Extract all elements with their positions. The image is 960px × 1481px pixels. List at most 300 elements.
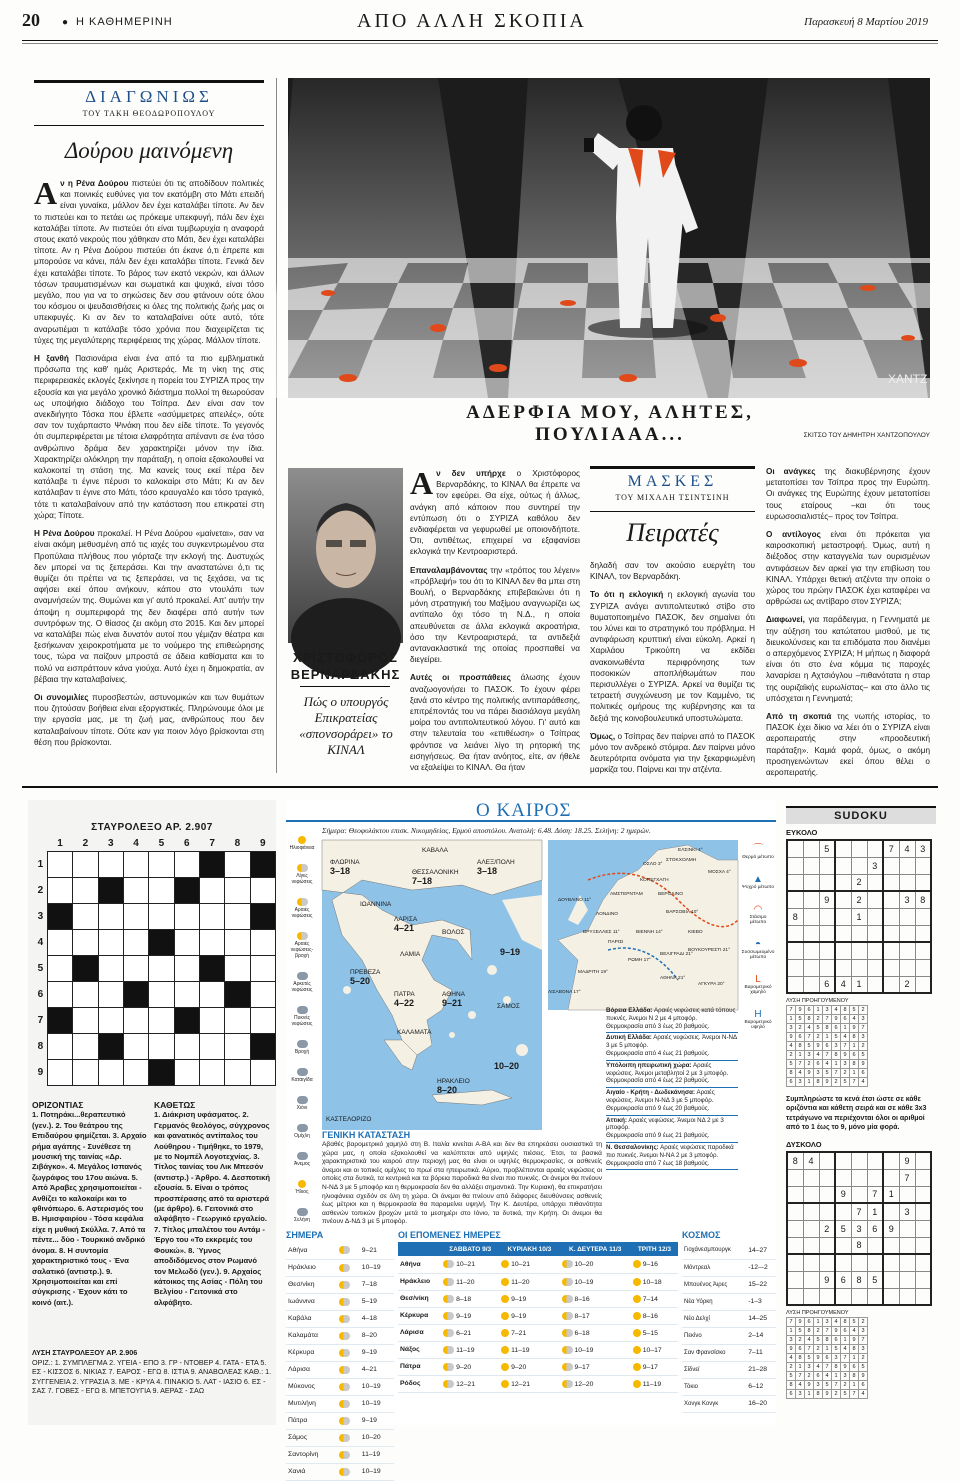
sudoku-cell[interactable] — [835, 874, 851, 891]
sudoku-cell[interactable] — [803, 1271, 819, 1288]
sudoku-cell[interactable]: 9 — [883, 1220, 899, 1237]
lead-in: Όμως, — [590, 731, 616, 741]
sudoku-cell[interactable] — [819, 908, 835, 925]
crossword-cell[interactable] — [149, 981, 174, 1007]
europe-city: ΛΟΝΔΙΝΟ — [596, 912, 619, 917]
sudoku-cell[interactable]: 4 — [803, 1152, 819, 1169]
sudoku-cell[interactable] — [883, 959, 899, 976]
crossword-cell[interactable] — [47, 877, 72, 903]
crossword-cell[interactable] — [250, 955, 275, 981]
sudoku-row — [787, 840, 931, 857]
black-cell — [73, 955, 98, 981]
sudoku-cell[interactable] — [787, 976, 803, 993]
sudoku-cell[interactable] — [819, 1169, 835, 1186]
sudoku-cell[interactable] — [835, 857, 851, 874]
sudoku-cell[interactable] — [883, 1169, 899, 1186]
sudoku-cell[interactable] — [899, 959, 915, 976]
sudoku-cell[interactable] — [803, 874, 819, 891]
sudoku-cell[interactable] — [851, 959, 867, 976]
crossword-cell[interactable] — [98, 929, 123, 955]
crossword-cell[interactable] — [73, 877, 98, 903]
crossword-cell[interactable] — [123, 903, 148, 929]
crossword-cell[interactable] — [73, 903, 98, 929]
sudoku-cell[interactable] — [803, 840, 819, 857]
sudoku-cell[interactable] — [787, 942, 803, 959]
crossword-cell[interactable] — [98, 903, 123, 929]
sudoku-cell[interactable] — [803, 908, 819, 925]
hard-sudoku-grid[interactable] — [786, 1151, 932, 1306]
crossword-cell[interactable] — [199, 981, 224, 1007]
sudoku-cell[interactable] — [851, 1152, 867, 1169]
crossword-cell[interactable] — [123, 955, 148, 981]
crossword-cell[interactable] — [73, 929, 98, 955]
sudoku-cell[interactable] — [819, 1186, 835, 1203]
sudoku-cell[interactable]: 1 — [883, 1186, 899, 1203]
sudoku-cell: 1 — [823, 1345, 832, 1354]
sudoku-cell[interactable] — [867, 976, 883, 993]
forecast-cell — [631, 1358, 678, 1375]
sudoku-cell: 2 — [796, 1024, 805, 1033]
sudoku-cell[interactable] — [787, 925, 803, 942]
europe-city: ΣΤΟΚΧΟΛΜΗ — [666, 858, 697, 863]
crossword-cell[interactable] — [123, 929, 148, 955]
map-city — [400, 950, 420, 959]
sudoku-cell[interactable] — [883, 1254, 899, 1271]
city-cell: Ρόδος — [398, 1375, 441, 1392]
sudoku-cell[interactable]: 3 — [899, 1203, 915, 1220]
europe-city: ΒΟΥΚΟΥΡΕΣΤΙ 21° — [688, 948, 731, 953]
sudoku-cell[interactable] — [803, 1186, 819, 1203]
region-name: Ν. Θεσσαλονίκης: — [606, 1143, 659, 1151]
weather-icon — [297, 972, 308, 980]
sudoku-cell[interactable] — [883, 874, 899, 891]
crossword-cell[interactable] — [149, 1007, 174, 1033]
sudoku-cell[interactable] — [819, 959, 835, 976]
map-city — [326, 1115, 371, 1124]
sudoku-cell[interactable] — [851, 1169, 867, 1186]
crossword-cell[interactable] — [123, 851, 148, 877]
sudoku-cell[interactable]: 7 — [867, 1186, 883, 1203]
table-row — [286, 1412, 394, 1429]
crossword-cell[interactable] — [174, 955, 199, 981]
crossword-cell[interactable] — [47, 929, 72, 955]
sudoku-cell[interactable] — [835, 1254, 851, 1271]
sudoku-cell[interactable] — [787, 959, 803, 976]
sudoku-cell[interactable]: 9 — [819, 891, 835, 908]
sudoku-cell[interactable]: 1 — [867, 1203, 883, 1220]
sudoku-cell: 8 — [787, 1381, 796, 1390]
sudoku-cell[interactable] — [787, 1169, 803, 1186]
black-cell — [47, 903, 72, 929]
sudoku-cell[interactable] — [851, 1186, 867, 1203]
sudoku-cell: 5 — [832, 1033, 841, 1042]
crossword-cell[interactable] — [149, 903, 174, 929]
row-number: 9 — [37, 1066, 44, 1078]
sudoku-cell[interactable] — [883, 1203, 899, 1220]
crossword-cell[interactable] — [225, 851, 250, 877]
sudoku-cell[interactable] — [883, 891, 899, 908]
crossword-cell[interactable] — [199, 903, 224, 929]
sudoku-cell[interactable] — [899, 857, 915, 874]
crossword-cell[interactable] — [225, 877, 250, 903]
sudoku-cell[interactable] — [787, 891, 803, 908]
column-divider — [276, 78, 277, 773]
sudoku-cell[interactable] — [899, 925, 915, 942]
sudoku-cell[interactable] — [787, 874, 803, 891]
crossword-cell[interactable] — [123, 1033, 148, 1059]
crossword-cell[interactable] — [250, 1059, 275, 1085]
temp-range: 12–21 — [456, 1380, 475, 1388]
sudoku-cell[interactable]: 1 — [851, 908, 867, 925]
lead-in: Οι ανάγκες — [766, 467, 816, 476]
crossword-cell[interactable] — [250, 981, 275, 1007]
crossword-cell[interactable] — [199, 929, 224, 955]
crossword-cell[interactable] — [123, 877, 148, 903]
crossword-cell[interactable] — [123, 1007, 148, 1033]
sudoku-cell[interactable] — [867, 1288, 883, 1305]
crossword-cell[interactable] — [199, 1033, 224, 1059]
sudoku-cell[interactable] — [851, 857, 867, 874]
sudoku-cell[interactable] — [867, 840, 883, 857]
forecast-cell — [441, 1341, 499, 1358]
crossword-cell[interactable] — [47, 1033, 72, 1059]
sudoku-cell[interactable] — [867, 1254, 883, 1271]
page-date: Παρασκευή 8 Μαρτίου 2019 — [804, 16, 928, 28]
sudoku-cell[interactable] — [835, 925, 851, 942]
sudoku-cell[interactable] — [915, 959, 931, 976]
sudoku-cell[interactable] — [915, 1152, 931, 1169]
sudoku-cell[interactable] — [915, 1203, 931, 1220]
crossword-cell[interactable] — [250, 877, 275, 903]
sudoku-cell[interactable] — [867, 1169, 883, 1186]
sudoku-cell[interactable]: 3 — [899, 891, 915, 908]
sudoku-cell: 4 — [805, 1336, 814, 1345]
sudoku-cell: 9 — [850, 1024, 859, 1033]
sudoku-cell[interactable] — [835, 942, 851, 959]
sudoku-cell[interactable] — [835, 891, 851, 908]
sudoku-cell[interactable] — [851, 1254, 867, 1271]
sudoku-cell[interactable]: 6 — [867, 1220, 883, 1237]
crossword-solution — [32, 1348, 272, 1396]
previous-solution-label: ΛΥΣΗ ΠΡΟΗΓΟΥΜΕΝΟΥ — [786, 998, 849, 1004]
sudoku-cell[interactable] — [803, 1169, 819, 1186]
sudoku-cell[interactable] — [867, 908, 883, 925]
table-row — [682, 1310, 776, 1327]
partly-cloudy-icon — [339, 1434, 350, 1442]
sudoku-cell[interactable] — [915, 1237, 931, 1254]
crossword-cell[interactable] — [73, 981, 98, 1007]
sudoku-cell[interactable] — [915, 976, 931, 993]
crossword-cell[interactable] — [149, 955, 174, 981]
sudoku-cell[interactable]: 9 — [899, 1152, 915, 1169]
crossword-cell[interactable] — [98, 1007, 123, 1033]
section-title: ΑΠΟ ΑΛΛΗ ΣΚΟΠΙΑ — [357, 10, 587, 32]
sudoku-cell[interactable] — [835, 1169, 851, 1186]
crossword-cell[interactable] — [199, 877, 224, 903]
sudoku-cell[interactable] — [787, 1186, 803, 1203]
sudoku-cell[interactable] — [835, 840, 851, 857]
crossword-cell[interactable] — [47, 1059, 72, 1085]
sudoku-cell[interactable]: 9 — [835, 1186, 851, 1203]
sudoku-cell[interactable] — [867, 1237, 883, 1254]
sudoku-cell[interactable] — [803, 1237, 819, 1254]
sudoku-cell[interactable] — [819, 874, 835, 891]
table-row — [682, 1327, 776, 1344]
sudoku-cell[interactable] — [803, 959, 819, 976]
sudoku-cell[interactable]: 7 — [883, 840, 899, 857]
sudoku-cell: 8 — [841, 1318, 850, 1327]
sudoku-cell[interactable] — [899, 1220, 915, 1237]
sudoku-cell[interactable] — [803, 857, 819, 874]
sudoku-cell[interactable]: 7 — [851, 1203, 867, 1220]
crossword-cell[interactable] — [98, 955, 123, 981]
sudoku-cell[interactable] — [915, 874, 931, 891]
sudoku-cell[interactable] — [835, 908, 851, 925]
temp-range: 9–20 — [511, 1363, 527, 1371]
sudoku-cell[interactable] — [819, 1288, 835, 1305]
sudoku-cell[interactable] — [883, 925, 899, 942]
europe-city: ΒΕΡΟΛΙΝΟ — [658, 892, 683, 897]
sudoku-cell[interactable] — [819, 1152, 835, 1169]
crossword-cell[interactable] — [73, 1033, 98, 1059]
sudoku-cell[interactable] — [899, 1254, 915, 1271]
sudoku-cell[interactable] — [883, 976, 899, 993]
sudoku-cell: 2 — [805, 1372, 814, 1381]
crossword-cell[interactable] — [225, 1059, 250, 1085]
crossword-cell[interactable] — [225, 955, 250, 981]
sudoku-cell[interactable] — [867, 942, 883, 959]
sudoku-cell[interactable] — [915, 857, 931, 874]
sudoku-cell[interactable]: 2 — [851, 891, 867, 908]
crossword-cell[interactable] — [174, 1059, 199, 1085]
sudoku-cell[interactable]: 9 — [819, 1271, 835, 1288]
sudoku-cell[interactable] — [915, 925, 931, 942]
sudoku-cell[interactable] — [819, 1254, 835, 1271]
crossword-cell[interactable] — [199, 1059, 224, 1085]
sudoku-cell[interactable] — [899, 874, 915, 891]
sudoku-cell[interactable] — [803, 942, 819, 959]
sudoku-cell[interactable]: 2 — [851, 874, 867, 891]
sudoku-cell[interactable]: 1 — [851, 976, 867, 993]
sudoku-cell[interactable]: 7 — [899, 1169, 915, 1186]
sudoku-cell[interactable]: 3 — [915, 840, 931, 857]
sudoku-cell: 7 — [805, 1345, 814, 1354]
sudoku-cell[interactable] — [787, 1237, 803, 1254]
sudoku-cell[interactable] — [867, 925, 883, 942]
front-legend-item — [741, 840, 775, 860]
sudoku-cell: 3 — [859, 1015, 868, 1024]
col-number: 5 — [158, 838, 165, 850]
sudoku-cell[interactable]: 2 — [899, 976, 915, 993]
sudoku-cell[interactable] — [883, 857, 899, 874]
crossword-cell[interactable] — [250, 1007, 275, 1033]
sudoku-cell[interactable] — [899, 908, 915, 925]
sudoku-cell[interactable]: 5 — [819, 840, 835, 857]
sudoku-cell: 7 — [841, 1042, 850, 1051]
sudoku-cell[interactable] — [915, 1186, 931, 1203]
sudoku-row — [787, 874, 931, 891]
temp-range: 5–15 — [642, 1329, 658, 1337]
paragraph: είναι ότι πρόκειται για καιροσκοπική μεταστροφή. Όμως, αυτή η διέξοδος στην καταγγελία των ουρισμένων αντιφάσεων δεν αρκεί για την επιβίωση του ΚΙΝΑΛ. Υπάρχει θετική ατζέντα την οποία ο χώρος του πρώην ΠΑΣΟΚ έχει καταφέρει να αρθρώσει ως αντίβαρο στον ΣΥΡΙΖΑ; — [766, 530, 930, 607]
crossword-cell[interactable] — [174, 981, 199, 1007]
crossword-cell[interactable] — [47, 981, 72, 1007]
temp-range: 11–20 — [456, 1278, 475, 1286]
black-cell — [174, 1007, 199, 1033]
sudoku-cell[interactable] — [915, 942, 931, 959]
crossword-cell[interactable] — [149, 1033, 174, 1059]
crossword-cell[interactable] — [149, 877, 174, 903]
crossword-cell[interactable] — [98, 851, 123, 877]
sudoku-cell[interactable] — [883, 1152, 899, 1169]
sudoku-cell[interactable] — [883, 942, 899, 959]
sudoku-cell[interactable] — [915, 1254, 931, 1271]
sudoku-cell[interactable] — [803, 1220, 819, 1237]
crossword-cell[interactable] — [149, 851, 174, 877]
drop-cap: Α — [410, 465, 434, 501]
temp-range: 6–18 — [574, 1329, 590, 1337]
sudoku-cell: 2 — [832, 1078, 841, 1087]
weather-icon — [297, 1006, 308, 1014]
sudoku-cell[interactable]: 4 — [835, 976, 851, 993]
paragraph: για παράδειγμα, η Γεννηματά με την αύξηση του κατώτατου μισθού, με τις διευκολύνσεις και τα επιδόματα που διανέμει ο απερχόμενος ΣΥΡΙΖΑ; Η μήπως η διαφορά είναι ότι στο ένα κόμμα τις παροχές λαναρίσει η Αχτσιόγλου –πιθανότατα η σταρ της ουριζαϊκής ευρωλίστας– και στο άλλο τις υπόσχεται η Γεννηματά; — [766, 615, 930, 703]
sudoku-cell[interactable] — [819, 1237, 835, 1254]
sudoku-cell[interactable] — [899, 1271, 915, 1288]
sudoku-cell[interactable] — [835, 959, 851, 976]
crossword-cell[interactable] — [174, 1033, 199, 1059]
map-city — [397, 1028, 431, 1037]
crossword-cell[interactable] — [250, 929, 275, 955]
sudoku-cell[interactable] — [835, 1203, 851, 1220]
easy-sudoku-grid[interactable] — [786, 839, 932, 994]
sudoku-cell[interactable] — [883, 908, 899, 925]
region-text: Αραιές νεφώσεις παροδικά πιο πυκνές. Άνεμοι Ν-ΝΑ 2 με 3 μποφόρ. — [606, 1143, 734, 1159]
crossword-cell[interactable] — [47, 851, 72, 877]
sudoku-cell[interactable] — [851, 840, 867, 857]
author-first-name: ΧΡΙΣΤΟΦΟΡΟΣ — [293, 650, 398, 665]
front-legend-item — [741, 874, 775, 890]
forecast-cell — [560, 1273, 631, 1290]
sudoku-cell[interactable] — [835, 1237, 851, 1254]
crossword-cell[interactable] — [225, 1007, 250, 1033]
crossword-cell[interactable] — [199, 1007, 224, 1033]
sudoku-cell[interactable] — [915, 908, 931, 925]
sudoku-cell[interactable] — [867, 1152, 883, 1169]
sudoku-cell: 6 — [805, 1006, 814, 1015]
sudoku-cell[interactable]: 6 — [835, 1271, 851, 1288]
forecast-cell — [499, 1358, 559, 1375]
crossword-cell[interactable] — [174, 929, 199, 955]
sudoku-cell[interactable] — [867, 874, 883, 891]
sudoku-cell[interactable] — [915, 1169, 931, 1186]
sudoku-cell[interactable]: 4 — [899, 840, 915, 857]
crossword-cell[interactable] — [225, 903, 250, 929]
sudoku-cell[interactable]: 3 — [867, 857, 883, 874]
sudoku-cell[interactable]: 5 — [867, 1271, 883, 1288]
sudoku-row — [787, 1152, 931, 1169]
sudoku-cell[interactable] — [883, 1271, 899, 1288]
crossword-cell[interactable] — [47, 955, 72, 981]
sudoku-cell[interactable]: 3 — [851, 1220, 867, 1237]
sudoku-cell[interactable]: 8 — [787, 1152, 803, 1169]
sudoku-cell[interactable] — [803, 1288, 819, 1305]
sudoku-cell[interactable] — [883, 1237, 899, 1254]
sudoku-cell[interactable] — [787, 1220, 803, 1237]
region-forecast — [606, 1088, 738, 1115]
sudoku-cell[interactable] — [851, 925, 867, 942]
sudoku-cell[interactable] — [787, 1271, 803, 1288]
sudoku-cell[interactable]: 5 — [835, 1220, 851, 1237]
sudoku-cell[interactable] — [803, 976, 819, 993]
crossword-cell[interactable] — [98, 1059, 123, 1085]
sudoku-cell[interactable] — [787, 1203, 803, 1220]
sudoku-cell[interactable] — [899, 1186, 915, 1203]
sudoku-cell[interactable] — [819, 1203, 835, 1220]
sudoku-cell[interactable]: 2 — [819, 1220, 835, 1237]
sudoku-cell: 4 — [805, 1024, 814, 1033]
sudoku-cell[interactable] — [803, 1254, 819, 1271]
sudoku-cell[interactable] — [851, 942, 867, 959]
sudoku-cell[interactable] — [819, 857, 835, 874]
sudoku-cell[interactable] — [787, 1288, 803, 1305]
sudoku-cell[interactable]: 8 — [851, 1271, 867, 1288]
sudoku-cell[interactable] — [803, 925, 819, 942]
sudoku-cell[interactable] — [915, 1288, 931, 1305]
crossword-cell[interactable] — [73, 1059, 98, 1085]
crossword-row — [34, 929, 276, 955]
sudoku-cell[interactable] — [899, 1288, 915, 1305]
crossword-cell[interactable] — [123, 1059, 148, 1085]
icon-cell — [337, 1361, 359, 1378]
sudoku-cell[interactable] — [867, 891, 883, 908]
sudoku-cell[interactable] — [803, 1203, 819, 1220]
sudoku-cell: 2 — [814, 1327, 823, 1336]
sudoku-cell[interactable] — [899, 1237, 915, 1254]
crossword-cell[interactable] — [225, 1033, 250, 1059]
city-cell: Νέο Δελχί — [682, 1310, 746, 1327]
sudoku-cell[interactable] — [851, 1288, 867, 1305]
table-row — [286, 1344, 394, 1361]
sudoku-cell[interactable] — [835, 1288, 851, 1305]
crossword-cell[interactable] — [73, 1007, 98, 1033]
sudoku-cell[interactable] — [835, 1152, 851, 1169]
sudoku-cell[interactable] — [915, 1271, 931, 1288]
paragraph: Πασιονάρια είναι ένα από τα πιο εμβληματικά πρόσωπα της καθ' ημάς Αριστεράς. Με τη νίκη της στις περιφερειακές εκλογές ξεκίνησε η πορεία του ΣΥΡΙΖΑ προς την εξουσία και για μεγάλο χρονικό διάστημα πολλοί τη θεωρούσαν ως υποψήφιο διάδοχο του Τσίπρα. Δεν είναι σαν τον ανεκδιήγητο Τόσκα που έβλεπε «ασύμμετρες απειλές», ούτε σαν τον τυχάρπαστο Ψινάκη που δεν είδε τίποτε. Το γεγονός ότι συμπεριφέρεται με τέτοια ελαφρότητα απέναντι σε ένα τόσο ανθρώπινο δράμα δεν χαρακτηρίζει μόνον την ίδια. Χαρακτηρίζει ολόκληρη την παράταξη, η οποία εξακολουθεί να καλοκοιτεί τη στάση της. Μα κανείς τους εκεί πέρα δεν κατάλαβε τι έγινε πέρυσι το καλοκαίρι στο Μάτι; Κι αν δεν κατάλαβαν τι έγινε στο Μάτι, τόσο κραυγαλέο και τόσο τραγικό, τότε τι καταλαβαίνουν από την κατάσταση που επικρατεί στη χώρα; Τίποτε. — [34, 354, 264, 520]
sudoku-cell[interactable] — [787, 857, 803, 874]
sudoku-cell: 9 — [787, 1033, 796, 1042]
crossword-cell[interactable] — [98, 981, 123, 1007]
temp-range: 11–19 — [511, 1346, 530, 1354]
sudoku-cell[interactable] — [867, 959, 883, 976]
crossword-cell[interactable] — [174, 851, 199, 877]
sudoku-cell[interactable]: 8 — [851, 1237, 867, 1254]
sudoku-cell[interactable] — [819, 942, 835, 959]
forecast-cell — [631, 1273, 678, 1290]
sudoku-cell[interactable] — [819, 925, 835, 942]
sudoku-cell[interactable]: 8 — [787, 908, 803, 925]
sudoku-cell[interactable] — [787, 1254, 803, 1271]
sudoku-cell[interactable] — [899, 942, 915, 959]
crossword-cell[interactable] — [174, 903, 199, 929]
sudoku-cell[interactable] — [883, 1288, 899, 1305]
black-cell — [199, 851, 224, 877]
sudoku-cell[interactable]: 8 — [915, 891, 931, 908]
sudoku-cell[interactable]: 6 — [819, 976, 835, 993]
crossword-cell[interactable] — [73, 851, 98, 877]
sudoku-cell[interactable] — [803, 891, 819, 908]
sudoku-cell[interactable] — [787, 840, 803, 857]
crossword-cell[interactable] — [225, 929, 250, 955]
sudoku-cell[interactable] — [915, 1220, 931, 1237]
